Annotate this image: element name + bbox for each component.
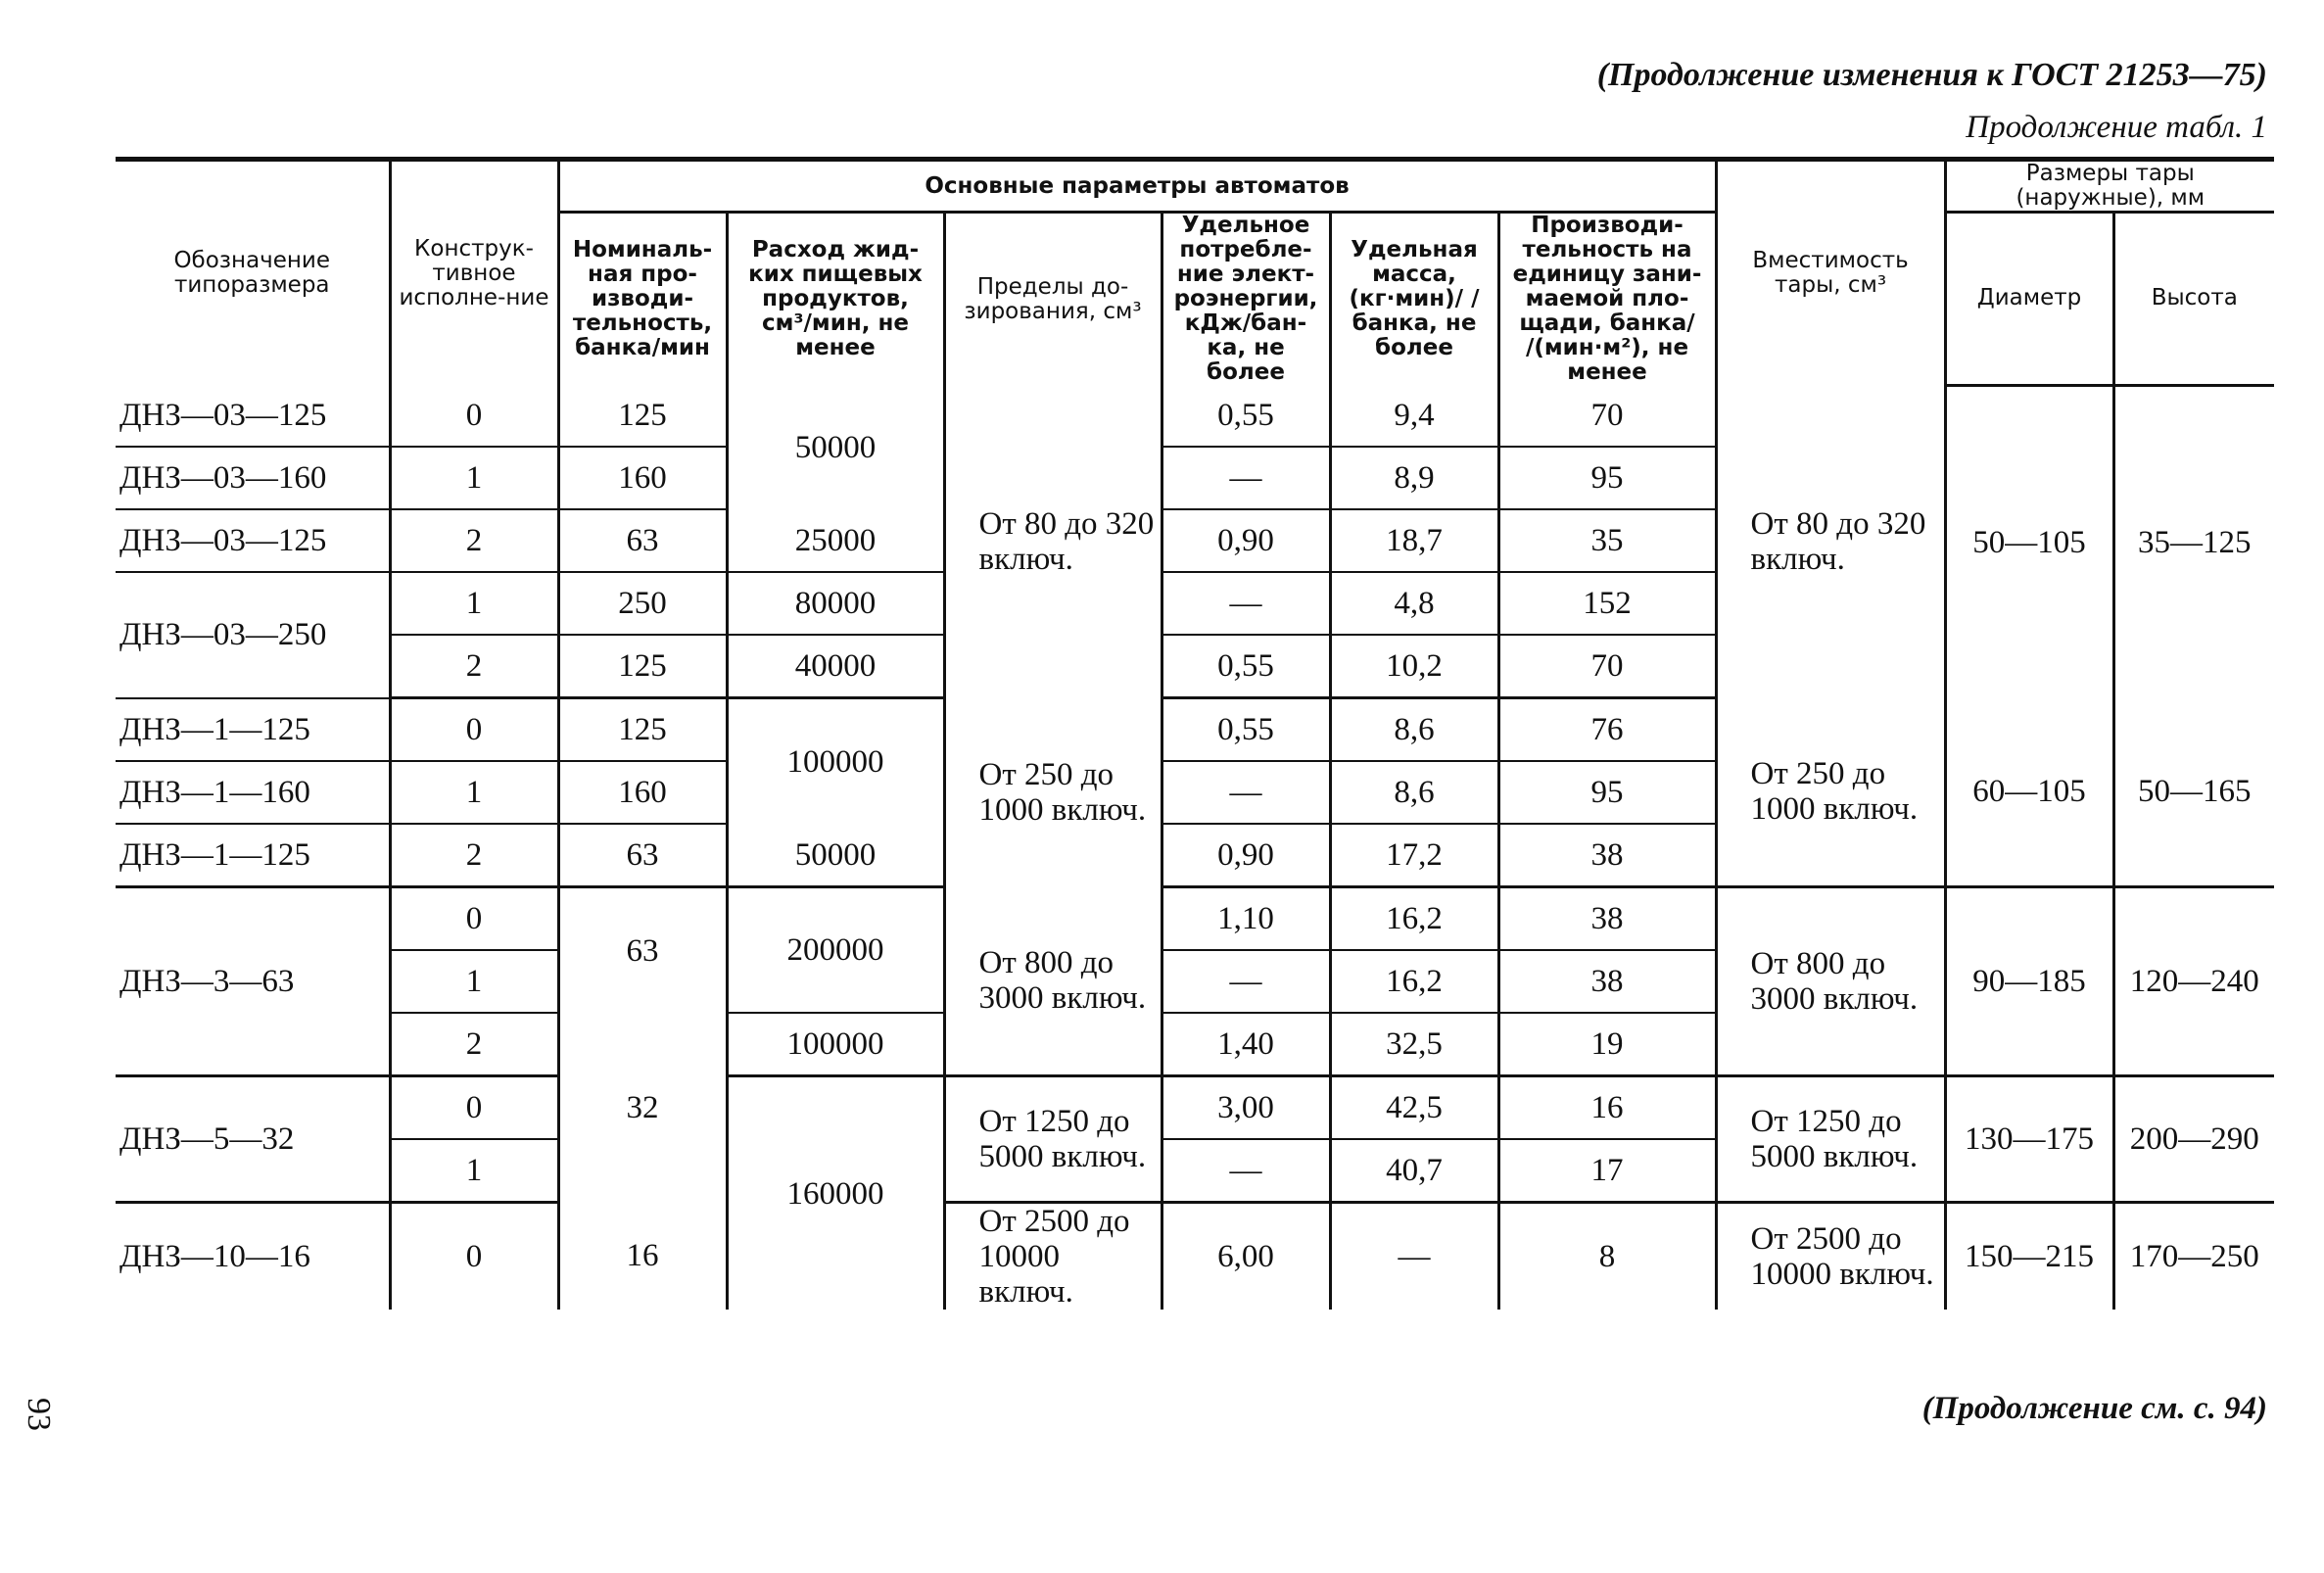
cell-energy: 0,90 <box>1162 824 1330 887</box>
cell-flow: 80000 <box>727 572 944 635</box>
cell-energy: 0,90 <box>1162 509 1330 572</box>
cell-diameter: 150—215 <box>1945 1203 2113 1311</box>
cell-nominal: 125 <box>558 635 727 698</box>
cell-diameter: 90—185 <box>1945 887 2113 1076</box>
table-row <box>116 698 2274 762</box>
table-row <box>116 887 2274 951</box>
cell-height: 35—125 <box>2113 385 2274 698</box>
cell-designation: ДНЗ—5—32 <box>116 1076 390 1203</box>
cell-mass: 10,2 <box>1330 635 1498 698</box>
cell-energy: 0,55 <box>1162 635 1330 698</box>
cell-diameter: 60—105 <box>1945 698 2113 887</box>
col-capacity: Вместимость тары, см³ <box>1716 160 1945 386</box>
cell-nominal: 160 <box>558 761 727 824</box>
cell-energy: — <box>1162 1139 1330 1203</box>
cell-productivity: 70 <box>1498 635 1716 698</box>
col-productivity: Производи-тельность на единицу зани-маемой пло-щади, банка/ /(мин·м²), не менее <box>1498 213 1716 386</box>
cell-productivity: 38 <box>1498 824 1716 887</box>
cell-capacity: От 250 до 1000 включ. <box>1716 698 1945 887</box>
cell-nominal: 63 <box>558 824 727 887</box>
col-mass: Удельная масса, (кг·мин)/ /банка, не более <box>1330 213 1498 386</box>
cell-dosing: От 800 до 3000 включ. <box>944 887 1162 1076</box>
cell-capacity: От 80 до 320 включ. <box>1716 385 1945 698</box>
cell-flow: 100000 <box>727 1013 944 1076</box>
cell-productivity: 8 <box>1498 1203 1716 1311</box>
cell-energy: 1,40 <box>1162 1013 1330 1076</box>
col-group-main: Основные параметры автоматов <box>558 160 1716 213</box>
cell-design: 0 <box>390 1203 558 1311</box>
cell-height: 170—250 <box>2113 1203 2274 1311</box>
cell-design: 1 <box>390 572 558 635</box>
cell-energy: 3,00 <box>1162 1076 1330 1140</box>
col-height: Высота <box>2113 213 2274 386</box>
cell-energy: 0,55 <box>1162 698 1330 762</box>
cell-design: 1 <box>390 950 558 1013</box>
cell-energy: 1,10 <box>1162 887 1330 951</box>
cell-productivity: 70 <box>1498 385 1716 447</box>
cell-nominal: 160 <box>558 447 727 509</box>
cell-design: 0 <box>390 385 558 447</box>
cell-nominal: 32 <box>558 1013 727 1203</box>
cell-productivity: 16 <box>1498 1076 1716 1140</box>
cell-design: 1 <box>390 761 558 824</box>
cell-dosing: От 250 до 1000 включ. <box>944 698 1162 887</box>
cell-design: 2 <box>390 1013 558 1076</box>
cell-nominal: 63 <box>558 509 727 572</box>
continuation-header: (Продолжение изменения к ГОСТ 21253—75) <box>1596 57 2267 93</box>
table-continuation-label: Продолжение табл. 1 <box>1966 110 2267 145</box>
cell-energy: — <box>1162 761 1330 824</box>
cell-design: 1 <box>390 1139 558 1203</box>
cell-design: 0 <box>390 698 558 762</box>
cell-energy: — <box>1162 447 1330 509</box>
table-row <box>116 385 2274 447</box>
cell-designation: ДНЗ—10—16 <box>119 1239 310 1274</box>
cell-dosing: От 1250 до 5000 включ. <box>944 1076 1162 1203</box>
col-flow: Расход жид-ких пищевых продуктов, см³/мин, не менее <box>727 213 944 386</box>
col-nominal: Номиналь-ная про-изводи-тельность, банка/мин <box>558 213 727 386</box>
cell-productivity: 38 <box>1498 887 1716 951</box>
cell-flow: 50000 <box>727 385 944 509</box>
cell-designation: ДНЗ—1—125 <box>116 824 390 887</box>
cell-productivity: 76 <box>1498 698 1716 762</box>
cell-energy: 6,00 <box>1162 1203 1330 1311</box>
cell-flow: 25000 <box>727 509 944 572</box>
cell-energy: 0,55 <box>1162 385 1330 447</box>
cell-flow: 160000 <box>727 1076 944 1311</box>
cell-productivity: 95 <box>1498 761 1716 824</box>
cell-mass: 17,2 <box>1330 824 1498 887</box>
cell-dosing: От 2500 до 10000 включ. <box>944 1203 1162 1311</box>
cell-flow: 100000 <box>727 698 944 825</box>
cell-flow: 50000 <box>727 824 944 887</box>
cell-design: 0 <box>390 887 558 951</box>
col-design: Конструк-тивное исполне-ние <box>390 160 558 386</box>
table-row <box>116 1203 2274 1311</box>
cell-designation: ДНЗ—3—63 <box>116 887 390 1076</box>
col-designation: Обозначение типоразмера <box>173 248 331 298</box>
cell-capacity: От 800 до 3000 включ. <box>1716 887 1945 1076</box>
cell-productivity: 35 <box>1498 509 1716 572</box>
cell-mass: 42,5 <box>1330 1076 1498 1140</box>
cell-designation: ДНЗ—1—160 <box>116 761 390 824</box>
cell-flow: 200000 <box>727 887 944 1014</box>
cell-mass: 16,2 <box>1330 950 1498 1013</box>
col-dosing: Пределы до-зирования, см³ <box>944 213 1162 386</box>
cell-design: 1 <box>390 447 558 509</box>
cell-capacity: От 2500 до 10000 включ. <box>1716 1203 1945 1311</box>
cell-designation: ДНЗ—1—125 <box>116 698 390 762</box>
page-number: 93 <box>21 1398 57 1431</box>
col-group-size: Размеры тары (наружные), мм <box>1945 160 2274 213</box>
col-energy: Удельное потребле-ние элект-роэнергии, кДж/бан-ка, не более <box>1162 213 1330 386</box>
cell-nominal: 16 <box>558 1203 727 1311</box>
cell-mass: — <box>1330 1203 1498 1311</box>
cell-height: 120—240 <box>2113 887 2274 1076</box>
cell-design: 2 <box>390 509 558 572</box>
cell-energy: — <box>1162 950 1330 1013</box>
cell-mass: 4,8 <box>1330 572 1498 635</box>
cell-flow: 40000 <box>727 635 944 698</box>
cell-design: 2 <box>390 824 558 887</box>
cell-height: 50—165 <box>2113 698 2274 887</box>
cell-nominal: 63 <box>558 887 727 1014</box>
cell-nominal: 125 <box>558 385 727 447</box>
cell-designation: ДНЗ—03—125 <box>116 385 390 447</box>
cell-productivity: 38 <box>1498 950 1716 1013</box>
cell-energy: — <box>1162 572 1330 635</box>
cell-nominal: 125 <box>558 698 727 762</box>
cell-productivity: 152 <box>1498 572 1716 635</box>
cell-designation: ДНЗ—03—160 <box>116 447 390 509</box>
cell-productivity: 17 <box>1498 1139 1716 1203</box>
cell-diameter: 50—105 <box>1945 385 2113 698</box>
cell-dosing: От 80 до 320 включ. <box>944 385 1162 698</box>
cell-mass: 9,4 <box>1330 385 1498 447</box>
cell-mass: 32,5 <box>1330 1013 1498 1076</box>
cell-mass: 8,6 <box>1330 698 1498 762</box>
cell-mass: 18,7 <box>1330 509 1498 572</box>
col-diameter: Диаметр <box>1945 213 2113 386</box>
cell-productivity: 95 <box>1498 447 1716 509</box>
cell-productivity: 19 <box>1498 1013 1716 1076</box>
cell-mass: 8,6 <box>1330 761 1498 824</box>
cell-nominal: 250 <box>558 572 727 635</box>
cell-design: 0 <box>390 1076 558 1140</box>
cell-mass: 8,9 <box>1330 447 1498 509</box>
cell-height: 200—290 <box>2113 1076 2274 1203</box>
table-row <box>116 1076 2274 1140</box>
cell-diameter: 130—175 <box>1945 1076 2113 1203</box>
cell-mass: 16,2 <box>1330 887 1498 951</box>
cell-design: 2 <box>390 635 558 698</box>
cell-mass: 40,7 <box>1330 1139 1498 1203</box>
cell-capacity: От 1250 до 5000 включ. <box>1716 1076 1945 1203</box>
cell-designation: ДНЗ—03—250 <box>116 572 390 698</box>
cell-designation: ДНЗ—03—125 <box>116 509 390 572</box>
continuation-footer: (Продолжение см. с. 94) <box>1921 1391 2267 1426</box>
parameters-table <box>116 157 2274 1310</box>
